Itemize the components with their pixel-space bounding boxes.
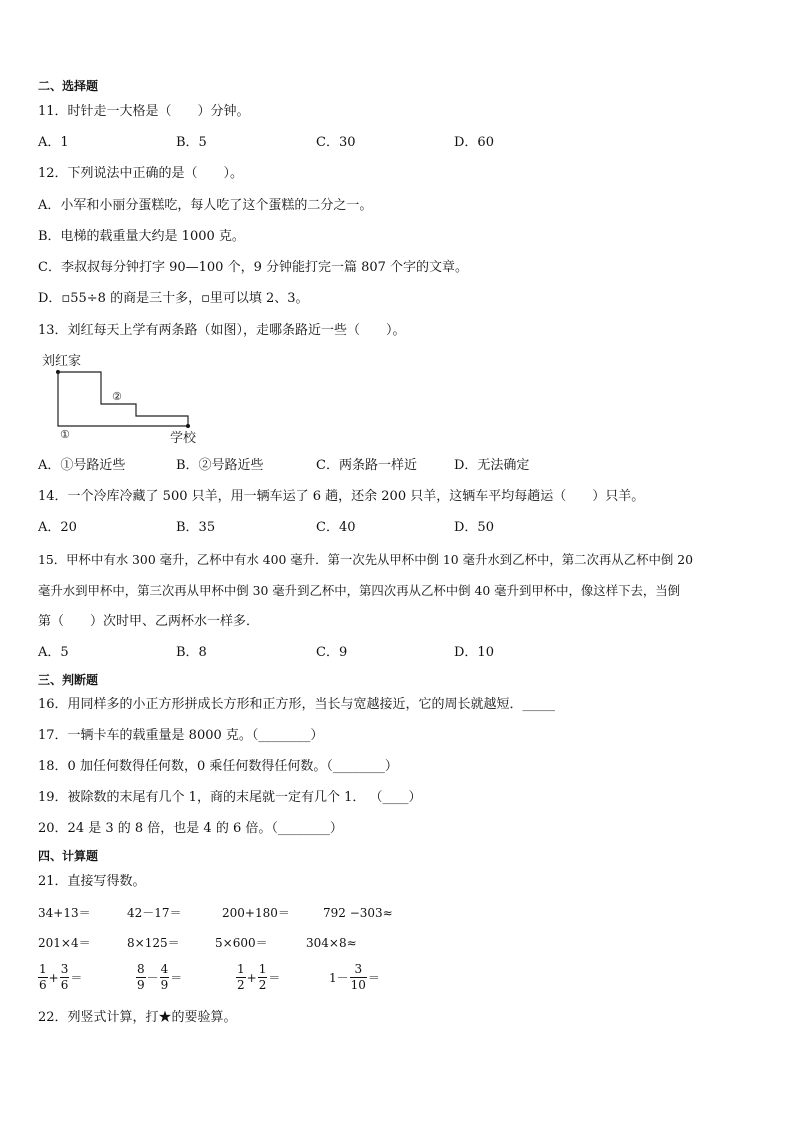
q14-option-d: D．50 — [454, 520, 494, 535]
question-21: 21．直接写得数。 — [38, 874, 146, 889]
section-heading-choice: 二、选择题 — [38, 79, 99, 93]
operator: 1－ — [329, 971, 349, 985]
route-1 — [58, 372, 188, 426]
fraction-numerator: 1 — [39, 962, 47, 976]
calc-item: 792 −303≈ — [323, 906, 393, 920]
question-15-line-3: 第（ ）次时甲、乙两杯水一样多． — [38, 614, 260, 629]
q12-option-b: B．电梯的载重量大约是 1000 克。 — [38, 229, 245, 244]
fraction-numerator: 4 — [160, 962, 169, 976]
q11-option-d: D．60 — [454, 135, 494, 150]
question-20: 20．24 是 3 的 8 倍，也是 4 的 6 倍。（________） — [38, 821, 343, 836]
question-14: 14．一个冷库冷藏了 500 只羊，用一辆车运了 6 趟，还余 200 只羊，这辆车平均每趟运（ ）只羊。 — [38, 489, 645, 504]
q12-option-c: C．李叔叔每分钟打字 90—100 个，9 分钟能打完一篇 807 个字的文章。 — [38, 260, 469, 275]
q12-option-d: D．▫55÷8 的商是三十多，▫里可以填 2、3。 — [38, 291, 309, 306]
question-15-line-1: 15．甲杯中有水 300 毫升，乙杯中有水 400 毫升．第一次先从甲杯中倒 10 毫升水到乙杯中，第二次再从乙杯中倒 20 — [38, 552, 693, 567]
fraction-denominator: 6 — [60, 978, 69, 992]
fraction-numerator: 3 — [60, 962, 69, 976]
fraction-expression — [328, 962, 381, 993]
calc-item: 201×4＝ — [38, 936, 91, 950]
q11-option-a: A．1 — [38, 135, 69, 150]
fraction-denominator: 9 — [160, 978, 169, 992]
calc-item: 304×8≈ — [306, 936, 357, 950]
equals: ＝ — [367, 971, 380, 985]
fraction-expression — [38, 962, 83, 993]
q13-option-b: B．②号路近些 — [176, 458, 264, 473]
operator: + — [48, 970, 59, 985]
fraction-denominator: 10 — [350, 978, 366, 992]
route-1-label: ① — [60, 428, 70, 441]
q15-option-a: A．5 — [38, 645, 69, 660]
q14-option-b: B．35 — [176, 520, 216, 535]
q13-option-a: A．①号路近些 — [38, 458, 126, 473]
q15-option-b: B．8 — [176, 645, 207, 660]
fraction-expression — [236, 962, 281, 993]
q14-option-c: C．40 — [316, 520, 356, 535]
fraction-expression — [136, 962, 183, 993]
operator: + — [246, 970, 257, 985]
question-22: 22．列竖式计算，打★的要验算。 — [38, 1010, 237, 1025]
section-heading-calc: 四、计算题 — [38, 849, 99, 863]
question-17: 17．一辆卡车的载重量是 8000 克。（________） — [38, 728, 324, 743]
q12-option-a: A．小军和小丽分蛋糕吃，每人吃了这个蛋糕的二分之一。 — [38, 198, 373, 213]
route-diagram — [38, 348, 213, 448]
calc-item: 8×125＝ — [127, 936, 180, 950]
question-15-line-2: 毫升水到甲杯中，第三次再从甲杯中倒 30 毫升到乙杯中，第四次再从乙杯中倒 40 毫升到甲杯中，像这样下去，当倒 — [38, 583, 681, 598]
equals: ＝ — [170, 971, 183, 985]
fraction-denominator: 9 — [137, 978, 145, 992]
calc-item: 200+180＝ — [222, 906, 290, 920]
q15-option-c: C．9 — [316, 645, 348, 660]
q15-option-d: D．10 — [454, 645, 494, 660]
calc-item: 34+13＝ — [38, 906, 91, 920]
calc-item: 42－17＝ — [127, 906, 182, 920]
q11-option-b: B．5 — [176, 135, 207, 150]
route-2 — [58, 372, 188, 426]
fraction-numerator: 3 — [350, 962, 367, 978]
school-label: 学校 — [170, 431, 197, 446]
question-13: 13．刘红每天上学有两条路（如图），走哪条路近一些（ ）。 — [38, 323, 406, 338]
fraction-denominator: 2 — [237, 978, 245, 992]
question-11: 11．时针走一大格是（ ）分钟。 — [38, 104, 250, 119]
home-label: 刘红家 — [42, 354, 82, 369]
fraction-denominator: 2 — [258, 978, 267, 992]
route-2-label: ② — [112, 390, 122, 403]
operator: － — [146, 971, 159, 985]
question-16: 16．用同样多的小正方形拼成长方形和正方形，当长与宽越接近，它的周长就越短．_____ — [38, 697, 556, 712]
fraction-numerator: 8 — [137, 962, 145, 976]
fraction-numerator: 1 — [258, 962, 267, 976]
fraction-numerator: 1 — [237, 962, 245, 976]
fraction-denominator: 6 — [39, 978, 47, 992]
question-12: 12．下列说法中正确的是（ ）。 — [38, 166, 244, 181]
calc-item: 5×600＝ — [215, 936, 268, 950]
q14-option-a: A．20 — [38, 520, 77, 535]
school-dot — [186, 424, 190, 428]
question-18: 18．0 加任何数得任何数，0 乘任何数得任何数。（________） — [38, 759, 398, 774]
equals: ＝ — [70, 971, 83, 985]
question-19: 19．被除数的末尾有几个 1，商的末尾就一定有几个 1． （____） — [38, 790, 422, 805]
equals: ＝ — [268, 971, 281, 985]
q13-option-d: D．无法确定 — [454, 458, 530, 473]
section-heading-judge: 三、判断题 — [38, 673, 99, 687]
q11-option-c: C．30 — [316, 135, 356, 150]
q13-option-c: C．两条路一样近 — [316, 458, 417, 473]
